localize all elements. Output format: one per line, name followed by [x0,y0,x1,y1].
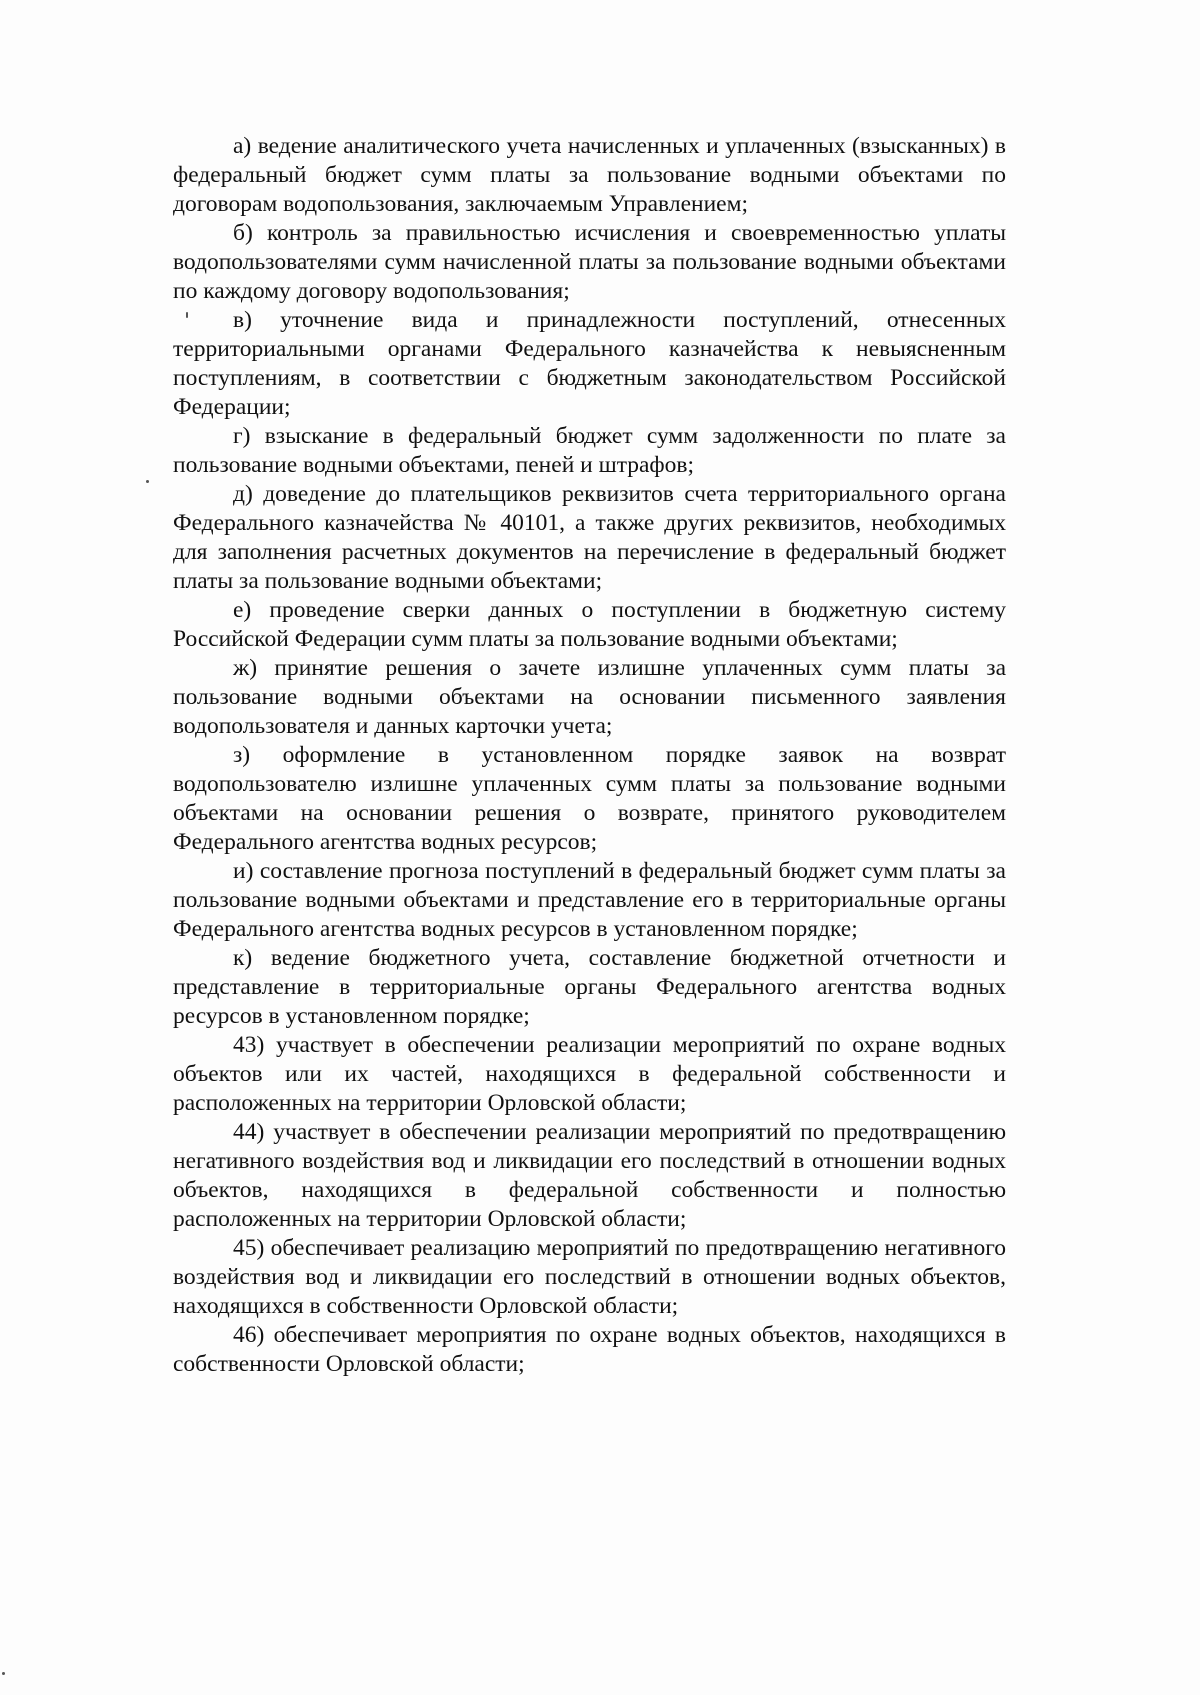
scan-speck [186,312,188,318]
paragraph-item-v: в) уточнение вида и принадлежности поступлений, отнесенных территориальными органами Федерального казначейства к невыясненным поступлениям, в соответствии с бюджетным законодательством Российской Федерации; [173,307,1006,420]
scan-speck [146,480,149,483]
paragraph-item-d: д) доведение до плательщиков реквизитов счета территориального органа Федерального казначейства № 40101, а также других реквизитов, необходимых для заполнения расчетных документов на перечисление в федеральный бюджет платы за пользование водными объектами; [173,481,1006,594]
paragraph-item-zh: ж) принятие решения о зачете излишне уплаченных сумм платы за пользование водными объектами на основании письменного заявления водопользователя и данных карточки учета; [173,655,1006,739]
document-body [173,132,1006,1379]
paragraph-item-43: 43) участвует в обеспечении реализации мероприятий по охране водных объектов или их частей, находящихся в федеральной собственности и расположенных на территории Орловской области; [173,1032,1006,1116]
scan-speck [2,1672,5,1675]
paragraph-item-44: 44) участвует в обеспечении реализации мероприятий по предотвращению негативного воздействия вод и ликвидации его последствий в отношении водных объектов, находящихся в федеральной собственности и полностью расположенных на территории Орловской области; [173,1119,1006,1232]
paragraph-item-b: б) контроль за правильностью исчисления и своевременностью уплаты водопользователями сумм начисленной платы за пользование водными объектами по каждому договору водопользования; [173,220,1006,304]
paragraph-item-z: з) оформление в установленном порядке заявок на возврат водопользователю излишне уплаченных сумм платы за пользование водными объектами на основании решения о возврате, принятого руководителем Федерального агентства водных ресурсов; [173,742,1006,855]
paragraph-item-46: 46) обеспечивает мероприятия по охране водных объектов, находящихся в собственности Орловской области; [173,1322,1006,1377]
paragraph-item-e: е) проведение сверки данных о поступлении в бюджетную систему Российской Федерации сумм платы за пользование водными объектами; [173,597,1006,652]
paragraph-item-i: и) составление прогноза поступлений в федеральный бюджет сумм платы за пользование водными объектами и представление его в территориальные органы Федерального агентства водных ресурсов в установленном порядке; [173,858,1006,942]
paragraph-item-45: 45) обеспечивает реализацию мероприятий по предотвращению негативного воздействия вод и ликвидации его последствий в отношении водных объектов, находящихся в собственности Орловской области; [173,1235,1006,1319]
paragraph-item-g: г) взыскание в федеральный бюджет сумм задолженности по плате за пользование водными объектами, пеней и штрафов; [173,423,1006,478]
paragraph-item-a: а) ведение аналитического учета начисленных и уплаченных (взысканных) в федеральный бюджет сумм платы за пользование водными объектами по договорам водопользования, заключаемым Управлением; [173,133,1006,217]
paragraph-item-k: к) ведение бюджетного учета, составление бюджетной отчетности и представление в территориальные органы Федерального агентства водных ресурсов в установленном порядке; [173,945,1006,1029]
